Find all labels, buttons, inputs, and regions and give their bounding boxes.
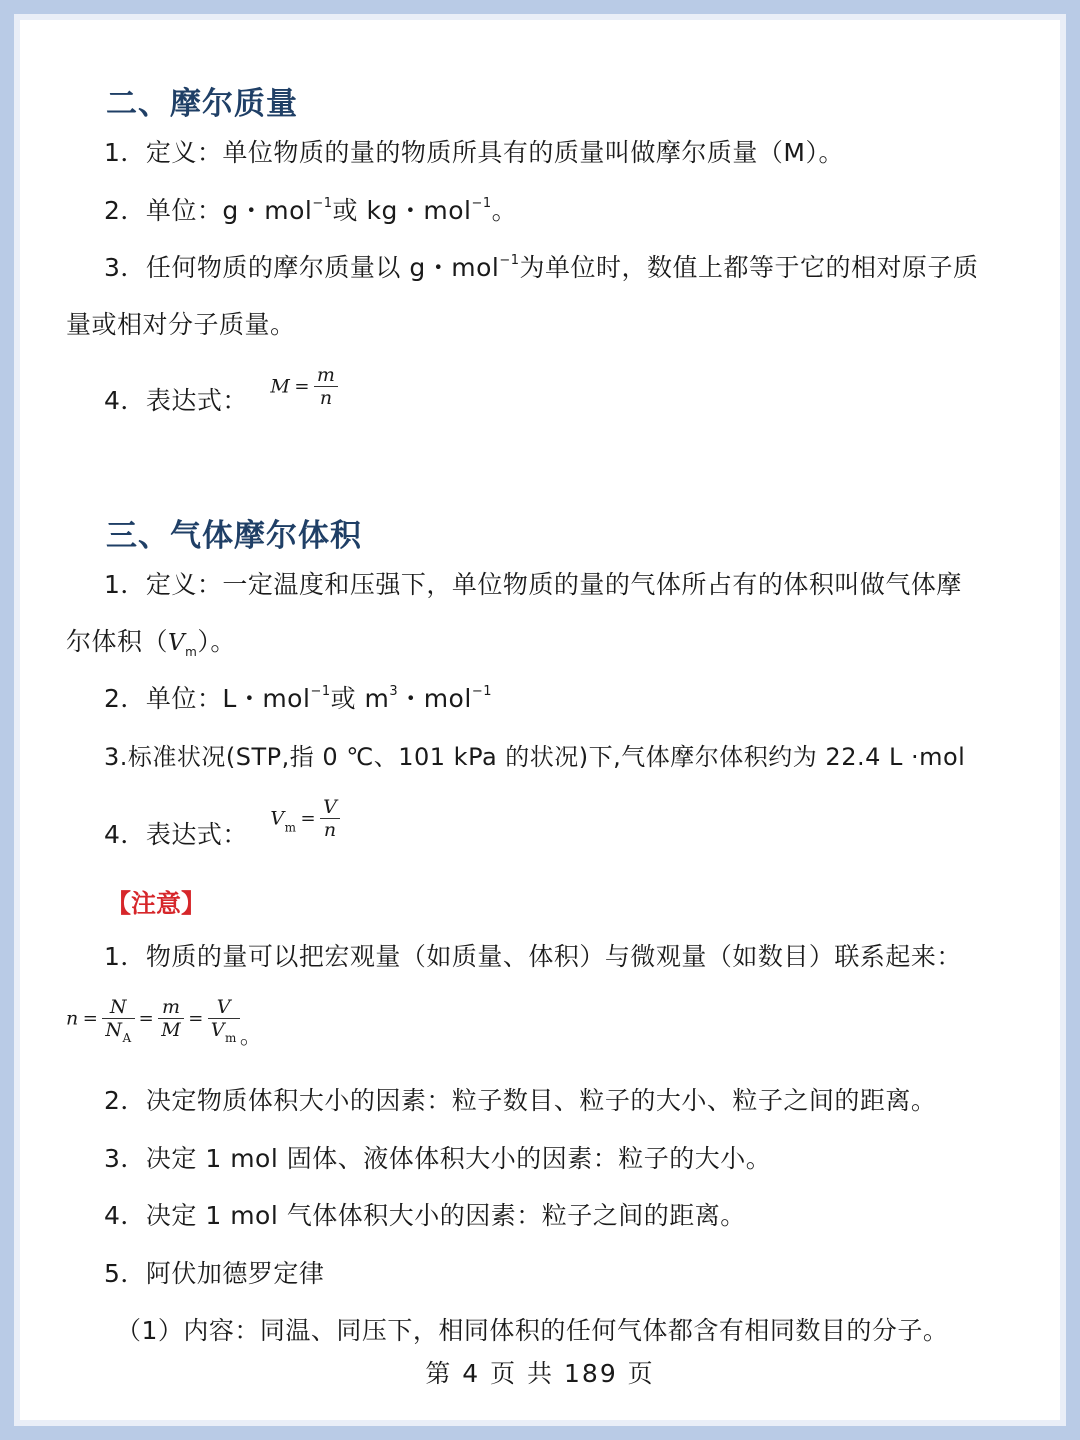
formula-equals: = — [188, 1007, 204, 1029]
molar-mass-numeric-equivalence — [104, 253, 979, 283]
unit-text: 2．单位：L・mol — [104, 684, 311, 713]
unit-exponent: −1 — [499, 253, 520, 268]
symbol-vm-sub: m — [185, 645, 198, 659]
formula-equals: = — [300, 807, 317, 829]
fraction-n-over-na — [102, 996, 134, 1045]
fraction-m-over-M — [158, 996, 184, 1041]
notice-heading: 【注意】 — [106, 889, 207, 918]
formula-fraction — [314, 364, 339, 409]
formula-denominator: n — [323, 819, 337, 841]
formula-denominator: n — [319, 387, 333, 409]
unit-text: ・mol — [398, 684, 472, 713]
formula-lhs: M — [270, 375, 291, 398]
formula-equals: = — [138, 1007, 155, 1029]
item-text: 尔体积（ — [66, 627, 169, 656]
formula-fraction — [320, 796, 340, 841]
molar-mass-formula — [270, 364, 338, 409]
fraction-v-over-vm — [208, 996, 240, 1045]
expression-label: 4．表达式： — [104, 820, 248, 849]
fraction-numerator: V — [208, 996, 240, 1019]
formula-lhs-sub: m — [284, 820, 297, 835]
document-page — [20, 20, 1060, 1420]
notice-item-4: 4．决定 1 mol 气体体积大小的因素：粒子之间的距离。 — [104, 1201, 746, 1230]
formula-equals: = — [294, 375, 310, 397]
fraction-denominator — [102, 1019, 134, 1045]
unit-exponent: −1 — [471, 684, 492, 699]
unit-text: 或 m — [330, 684, 390, 713]
gas-molar-volume-unit — [104, 684, 492, 714]
gas-molar-volume-expression — [104, 796, 340, 851]
notice-item-5: 5．阿伏加德罗定律 — [104, 1259, 325, 1288]
unit-text: 或 kg・mol — [332, 196, 472, 225]
molar-mass-numeric-equivalence-cont: 量或相对分子质量。 — [66, 310, 296, 339]
molar-mass-definition: 1．定义：单位物质的量的物质所具有的质量叫做摩尔质量（M）。 — [104, 138, 844, 167]
item-text: 为单位时，数值上都等于它的相对原子质 — [519, 253, 979, 282]
formula-end-punctuation: 。 — [239, 1024, 263, 1050]
expression-label: 4．表达式： — [104, 386, 248, 415]
unit-exponent: −1 — [310, 684, 331, 699]
page-number-footer: 第 4 页 共 189 页 — [425, 1359, 655, 1388]
fraction-numerator: m — [158, 996, 184, 1019]
formula-equals: = — [82, 1007, 99, 1029]
denominator-symbol: V — [210, 1019, 226, 1041]
gas-molar-volume-definition: 1．定义：一定温度和压强下，单位物质的量的气体所占有的体积叫做气体摩 — [104, 570, 962, 599]
gas-molar-volume-formula — [270, 796, 340, 841]
formula-lhs: n — [66, 1007, 79, 1030]
unit-exponent: −1 — [312, 196, 333, 211]
page-inner-frame — [14, 14, 1066, 1426]
gas-molar-volume-definition-cont — [66, 627, 236, 658]
section-heading-molar-mass: 二、摩尔质量 — [106, 86, 298, 122]
denominator-symbol: N — [105, 1019, 123, 1041]
denominator-subscript: m — [225, 1031, 237, 1045]
molar-mass-unit — [104, 196, 517, 226]
notice-formula — [66, 996, 262, 1053]
fraction-denominator — [208, 1019, 240, 1045]
fraction-numerator: N — [102, 996, 134, 1019]
section-heading-gas-molar-volume: 三、气体摩尔体积 — [106, 518, 362, 554]
item-text: 3．任何物质的摩尔质量以 g・mol — [104, 253, 500, 282]
item-text: ）。 — [197, 627, 236, 656]
notice-item-3: 3．决定 1 mol 固体、液体体积大小的因素：粒子的大小。 — [104, 1144, 772, 1173]
molar-mass-expression — [104, 364, 338, 417]
notice-item-1: 1．物质的量可以把宏观量（如质量、体积）与微观量（如数目）联系起来： — [104, 942, 962, 971]
fraction-denominator: M — [161, 1019, 182, 1041]
notice-item-2: 2．决定物质体积大小的因素：粒子数目、粒子的大小、粒子之间的距离。 — [104, 1086, 937, 1115]
denominator-subscript: A — [122, 1031, 132, 1045]
symbol-vm: V — [168, 630, 186, 656]
formula-lhs: V — [270, 807, 285, 830]
unit-exponent: −1 — [471, 196, 492, 211]
formula-numerator: V — [320, 796, 340, 819]
formula-numerator: m — [314, 364, 339, 387]
notice-item-5-sub-1: （1）内容：同温、同压下，相同体积的任何气体都含有相同数目的分子。 — [116, 1316, 949, 1345]
unit-exponent: 3 — [389, 684, 399, 699]
unit-text: 。 — [491, 196, 518, 225]
unit-text: 2．单位：g・mol — [104, 196, 313, 225]
standard-conditions-statement: 3.标准状况(STP,指 0 ℃、101 kPa 的状况)下,气体摩尔体积约为 22.4 L ·mol — [104, 743, 966, 771]
